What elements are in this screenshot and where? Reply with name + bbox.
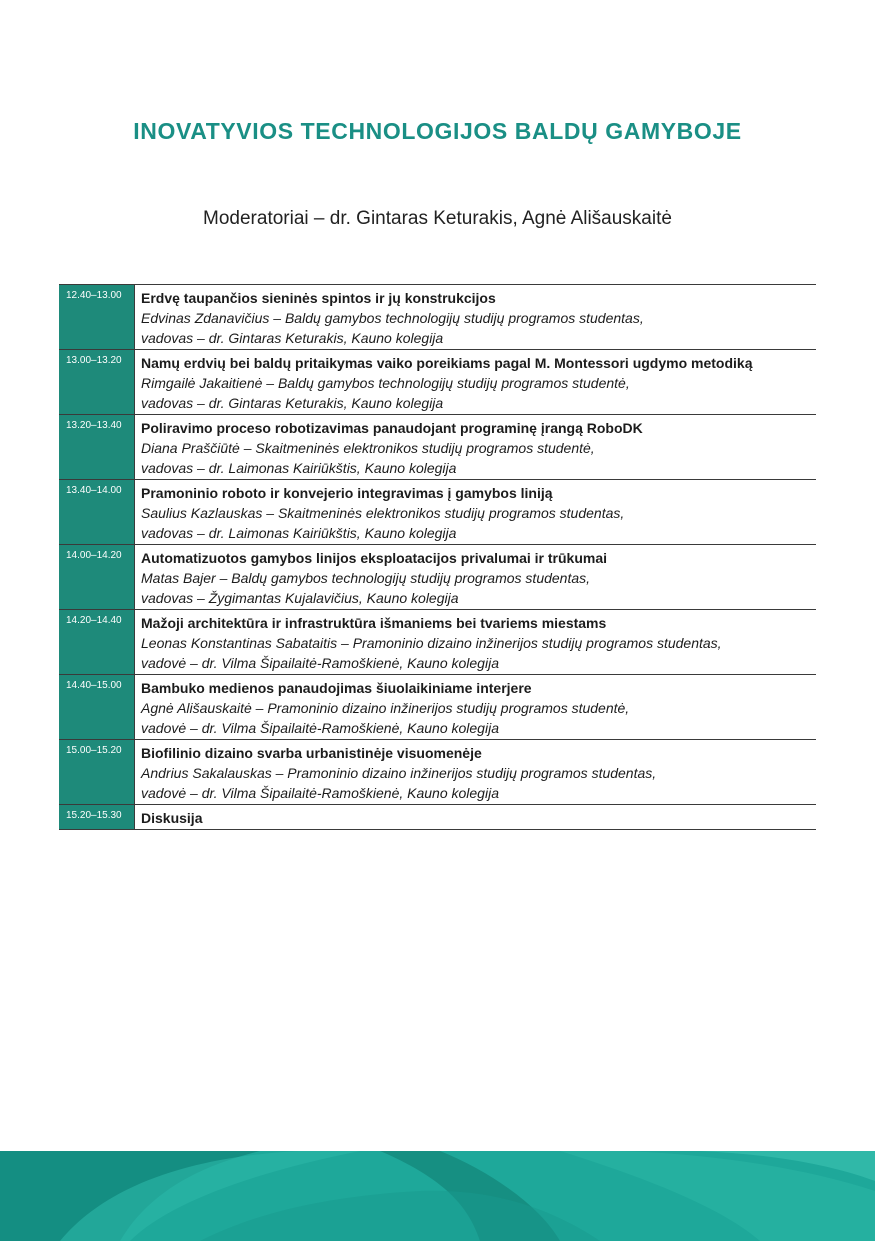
session-title: Namų erdvių bei baldų pritaikymas vaiko poreikiams pagal M. Montessori ugdymo metodiką	[141, 355, 753, 371]
session-content	[135, 740, 816, 804]
schedule-row	[59, 350, 816, 415]
session-supervisor: vadovė – dr. Vilma Šipailaitė-Ramoškienė, Kauno kolegija	[141, 655, 499, 671]
session-author: Rimgailė Jakaitienė – Baldų gamybos technologijų studijų programos studentė,	[141, 375, 630, 391]
footer-wave-graphic	[0, 1151, 875, 1241]
session-title: Mažoji architektūra ir infrastruktūra išmaniems bei tvariems miestams	[141, 615, 607, 631]
session-content	[135, 285, 816, 349]
session-author: Matas Bajer – Baldų gamybos technologijų studijų programos studentas,	[141, 570, 591, 586]
session-supervisor: vadovas – dr. Gintaras Keturakis, Kauno kolegija	[141, 330, 444, 346]
schedule-table	[59, 284, 816, 830]
session-author: Leonas Konstantinas Sabataitis – Pramoninio dizaino inžinerijos studijų programos studentas,	[141, 635, 722, 651]
page-title: INOVATYVIOS TECHNOLOGIJOS BALDŲ GAMYBOJE	[133, 118, 742, 144]
session-content	[135, 415, 816, 479]
schedule-row	[59, 285, 816, 350]
session-supervisor: vadovas – dr. Gintaras Keturakis, Kauno kolegija	[141, 395, 444, 411]
session-content	[135, 545, 816, 609]
schedule-row	[59, 740, 816, 805]
session-supervisor: vadovas – dr. Laimonas Kairiūkštis, Kauno kolegija	[141, 525, 457, 541]
schedule-row	[59, 480, 816, 545]
session-time: 15.00–15.20	[59, 740, 135, 804]
session-content	[135, 805, 816, 829]
session-content	[135, 350, 816, 414]
session-title: Erdvę taupančios sieninės spintos ir jų konstrukcijos	[141, 290, 496, 306]
session-time: 13.40–14.00	[59, 480, 135, 544]
session-time: 15.20–15.30	[59, 805, 135, 829]
moderators-line: Moderatoriai – dr. Gintaras Keturakis, Agnė Ališauskaitė	[203, 208, 672, 229]
session-title: Biofilinio dizaino svarba urbanistinėje visuomenėje	[141, 745, 482, 761]
session-author: Edvinas Zdanavičius – Baldų gamybos technologijų studijų programos studentas,	[141, 310, 644, 326]
session-author: Saulius Kazlauskas – Skaitmeninės elektronikos studijų programos studentas,	[141, 505, 625, 521]
session-title: Pramoninio roboto ir konvejerio integravimas į gamybos liniją	[141, 485, 553, 501]
session-title: Diskusija	[141, 810, 203, 826]
session-supervisor: vadovas – dr. Laimonas Kairiūkštis, Kauno kolegija	[141, 460, 457, 476]
schedule-row	[59, 610, 816, 675]
session-time: 14.00–14.20	[59, 545, 135, 609]
session-author: Andrius Sakalauskas – Pramoninio dizaino inžinerijos studijų programos studentas,	[141, 765, 657, 781]
schedule-row	[59, 805, 816, 830]
session-author: Agnė Ališauskaitė – Pramoninio dizaino inžinerijos studijų programos studentė,	[141, 700, 630, 716]
schedule-row	[59, 415, 816, 480]
session-time: 14.20–14.40	[59, 610, 135, 674]
session-content	[135, 480, 816, 544]
session-supervisor: vadovė – dr. Vilma Šipailaitė-Ramoškienė, Kauno kolegija	[141, 720, 499, 736]
session-time: 13.00–13.20	[59, 350, 135, 414]
session-title: Bambuko medienos panaudojimas šiuolaikiniame interjere	[141, 680, 532, 696]
schedule-row	[59, 675, 816, 740]
session-content	[135, 675, 816, 739]
session-supervisor: vadovė – dr. Vilma Šipailaitė-Ramoškienė, Kauno kolegija	[141, 785, 499, 801]
session-title: Poliravimo proceso robotizavimas panaudojant programinę įrangą RoboDK	[141, 420, 643, 436]
decorative-footer	[0, 1151, 875, 1241]
session-time: 14.40–15.00	[59, 675, 135, 739]
session-author: Diana Praščiūtė – Skaitmeninės elektronikos studijų programos studentė,	[141, 440, 595, 456]
session-supervisor: vadovas – Žygimantas Kujalavičius, Kauno kolegija	[141, 590, 459, 606]
session-content	[135, 610, 816, 674]
session-time: 13.20–13.40	[59, 415, 135, 479]
session-time: 12.40–13.00	[59, 285, 135, 349]
session-title: Automatizuotos gamybos linijos eksploatacijos privalumai ir trūkumai	[141, 550, 607, 566]
schedule-row	[59, 545, 816, 610]
